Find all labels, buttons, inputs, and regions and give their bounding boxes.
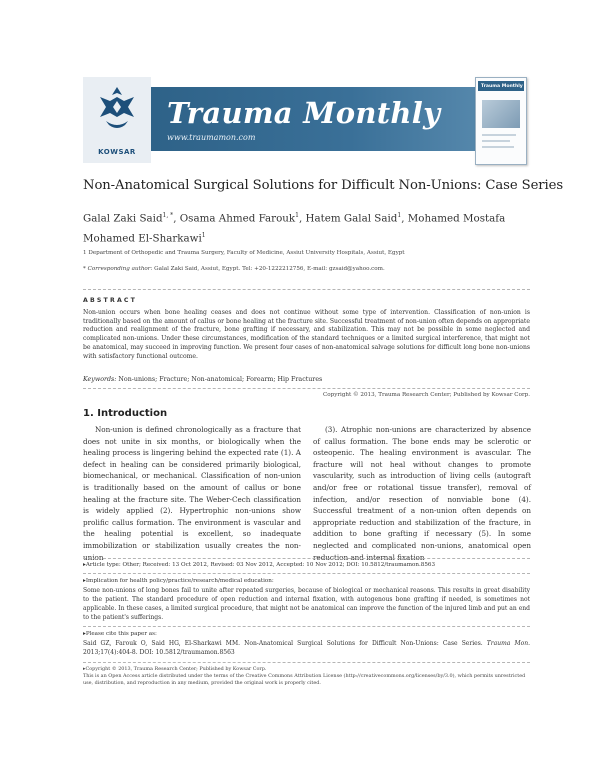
divider xyxy=(83,289,530,290)
publisher-logo xyxy=(83,77,151,163)
citation-block xyxy=(83,630,530,657)
keywords-list: Non-unions; Fracture; Non-anatomical; Forearm; Hip Fractures xyxy=(118,376,323,383)
section-heading: 1. Introduction xyxy=(83,408,168,419)
author-name[interactable]: Hatem Galal Said xyxy=(305,212,398,225)
article-info-text: Article type: Other; Received: 13 Oct 2012, Revised: 03 Nov 2012, Accepted: 10 Nov 2012; DOI: 10.5812/traumamon.8563 xyxy=(85,562,436,568)
license-copyright: Copyright © 2013, Trauma Research Center; Published by Kowsar Corp. xyxy=(85,666,267,672)
arrow-icon: ▸ xyxy=(83,666,86,672)
divider xyxy=(83,388,530,389)
article-info xyxy=(83,561,530,570)
author-affiliation-mark: 1 xyxy=(295,212,299,219)
journal-title-band xyxy=(151,87,514,151)
author-name[interactable]: Galal Zaki Said xyxy=(83,212,163,225)
journal-banner xyxy=(83,77,526,163)
abstract-heading: ABSTRACT xyxy=(83,297,138,304)
keywords-label: Keywords: xyxy=(83,376,117,383)
implication-block xyxy=(83,577,530,622)
license-block xyxy=(83,666,530,688)
body-column-left: Non-union is defined chronologically as a fracture that does not unite in six months, or biologically when the healing process is lingering behind the expected rate (1). A defect in healing can be considered primarily biological, biomechanical, or mechanical. Classification of non-union is traditionally based on the amount of callus or bone healing at the fracture site. The Weber-Cech classification is widely applied (2). Hypertrophic non-unions show prolific callus formation. The environment is vascular and the healing potential is excellent, so inadequate immobilization or stabilization usually creates the non-union xyxy=(83,425,301,562)
divider xyxy=(83,626,530,627)
divider xyxy=(83,662,530,663)
cover-text-line xyxy=(482,146,514,148)
cover-text-line xyxy=(482,134,516,136)
keywords xyxy=(83,376,530,383)
journal-name: Trauma Monthly xyxy=(167,96,441,130)
abstract-copyright: Copyright © 2013, Trauma Research Center; Published by Kowsar Corp. xyxy=(322,392,530,398)
implication-text: Some non-unions of long bones fail to unite after repeated surgeries, because of biological or mechanical reasons. This results in great disability to the patient. The standard procedure of open reduction and internal fixation, with autogenous bone grafting if needed, is sometimes not applicable. In these cases, a limited surgical procedure, that might not be anatomical can improve the function of the injured limb and put an end to the patient's sufferings. xyxy=(83,586,530,622)
author-affiliation-mark: 1 xyxy=(201,232,206,240)
citation-authors-title: Said GZ, Farouk O, Said HG, El-Sharkawi MM. Non-Anatomical Surgical Solutions for Difficult Non-Unions: Case Series. xyxy=(83,639,483,647)
abstract-text: Non-union occurs when bone healing ceases and does not continue without some type of intervention. Classification of non-union is traditionally based on the amount of callus or bone healing at the fracture site. Successful treatment of non-union often depends on appropriate reduction and realignment of the fracture, bone grafting if necessary, and stabilization. This may not be possible in some neglected and complicated non-unions. Under these circumstances, modification of the standard techniques or a limited surgical interference, that might not be anatomical, may succeed in improving function. We present four cases of non-anatomical salvage solutions for difficult long bone non-unions with satisfactory functional outcome. xyxy=(83,309,530,360)
citation-text xyxy=(83,639,530,657)
divider xyxy=(83,558,530,559)
author-name[interactable]: Mohamed Mostafa Mohamed El-Sharkawi xyxy=(83,212,506,245)
corresponding-author xyxy=(83,266,528,272)
journal-cover-thumbnail xyxy=(475,77,527,165)
author-name[interactable]: Osama Ahmed Farouk xyxy=(179,212,296,225)
cover-header xyxy=(478,81,524,91)
journal-url[interactable]: www.traumamon.com xyxy=(167,133,256,142)
publisher-logo-label: KOWSAR xyxy=(98,148,136,156)
citation-heading: Please cite this paper as: xyxy=(85,631,157,637)
author-affiliation-mark: 1 xyxy=(397,212,402,219)
cover-image xyxy=(482,100,520,128)
corresponding-author-details: Galal Zaki Said, Assiut, Egypt. Tel: +20-1222212756, E-mail: gzsaid@yahoo.com. xyxy=(154,266,385,272)
kowsar-emblem-icon xyxy=(92,83,142,133)
cover-title: Trauma Monthly xyxy=(481,84,523,89)
body-column-right: (3). Atrophic non-unions are characterized by absence of callus formation. The bone ends may be sclerotic or osteopenic. The healing environment is avascular. The fracture will not heal without changes to promote vascularity, such as introduction of living cells (autograft and/or free or rotational tissue transfer), removal of infection, and/or resection of nonviable bone (4). Successful treatment of a non-union often depends on appropriate reduction and stabilization of the fracture, in addition to bone grafting if necessary (5). In some neglected and complicated non-unions, anatomical open reduction and internal fixation xyxy=(313,425,531,562)
license-text: This is an Open Access article distributed under the terms of the Creative Commons Attribution License (http://creativecommons.org/licenses/by/3.0), which permits unrestricted use, distribution, and reproduction in any medium, provided the original work is properly cited. xyxy=(83,673,526,687)
citation-journal: Trauma Mon. xyxy=(486,639,530,647)
corresponding-author-label: * Corresponding author: xyxy=(83,266,153,272)
implication-heading: Implication for health policy/practice/research/medical education: xyxy=(85,578,274,584)
arrow-icon: ▸ xyxy=(83,631,86,637)
article-title: Non-Anatomical Surgical Solutions for Difficult Non-Unions: Case Series xyxy=(83,178,563,193)
cover-text-line xyxy=(482,140,510,142)
arrow-icon: ▸ xyxy=(83,562,86,568)
affiliation: 1 Department of Orthopedic and Trauma Surgery, Faculty of Medicine, Assiut University Hospitals, Assiut, Egypt xyxy=(83,250,405,256)
author-affiliation-mark: 1, * xyxy=(162,212,174,219)
divider xyxy=(83,573,530,574)
author-list: Galal Zaki Said$^{1, *}$, Osama Ahmed Farouk$^1$, Hatem Galal Said$^1$, Mohamed Mostafa Mohamed El-Sharkawi$^1$ xyxy=(83,212,506,245)
arrow-icon: ▸ xyxy=(83,578,86,584)
citation-volume-doi[interactable]: 2013;17(4):404-8. DOI: 10.5812/traumamon.8563 xyxy=(83,648,235,656)
